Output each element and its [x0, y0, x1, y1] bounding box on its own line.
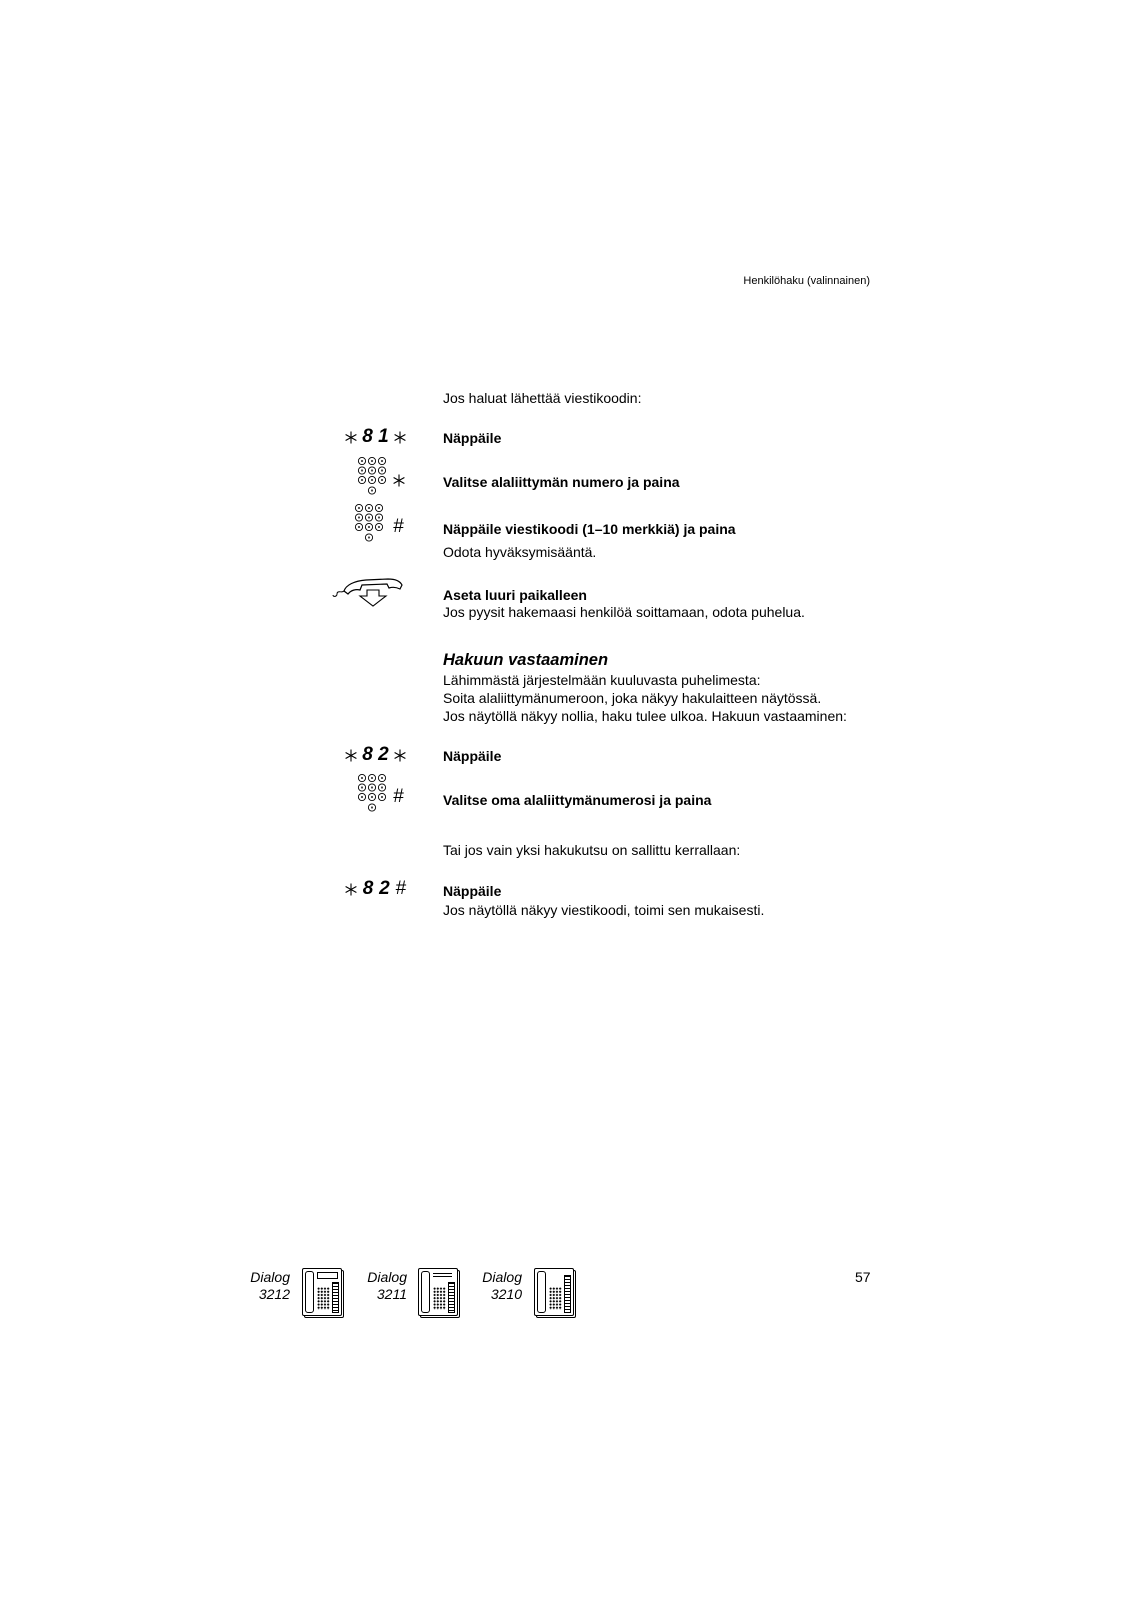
- digit-key: 1: [378, 426, 389, 447]
- section-header: Henkilöhaku (valinnainen): [743, 275, 870, 287]
- step-instruction: Näppäile: [443, 748, 502, 764]
- key-sequence: [345, 427, 406, 447]
- keypad-key-mark: [368, 526, 370, 528]
- section-heading: Hakuun vastaaminen: [443, 651, 609, 669]
- keypad-key-mark: [368, 536, 370, 538]
- phone-dialog-3212-icon: [302, 1268, 342, 1316]
- keypad-key-mark: [371, 786, 373, 788]
- phone-top-bar: [433, 1273, 452, 1277]
- keypad-key-mark: [381, 469, 383, 471]
- phone-handset: [537, 1271, 546, 1313]
- description-line: Soita alaliittymänumeroon, joka näkyy hakulaitteen näytössä.: [443, 690, 822, 706]
- star-key-icon: [345, 883, 357, 896]
- phone-function-keys: [448, 1282, 455, 1313]
- key-sequence: [345, 745, 406, 765]
- keypad-key-mark: [361, 786, 363, 788]
- model-label: [230, 1269, 290, 1303]
- intro-text: Jos haluat lähettää viestikoodin:: [443, 390, 642, 406]
- keypad-key-mark: [371, 469, 373, 471]
- keypad-icon: [358, 774, 387, 812]
- star-key-icon: [393, 474, 405, 487]
- phone-handset: [305, 1271, 314, 1313]
- keypad-key-mark: [368, 516, 370, 518]
- keypad-key-mark: [358, 507, 360, 509]
- keypad-key-mark: [371, 460, 373, 462]
- star-key-icon: [345, 749, 357, 762]
- phone-display: [317, 1272, 338, 1279]
- keypad-key-mark: [381, 777, 383, 779]
- model-name: Dialog: [482, 1269, 522, 1285]
- step-instruction: Valitse alaliittymän numero ja paina: [443, 474, 680, 490]
- keypad-key-mark: [358, 526, 360, 528]
- model-number: 3212: [258, 1286, 290, 1302]
- model-label: [347, 1269, 407, 1303]
- step-note: Jos pyysit hakemaasi henkilöä soittamaan, odota puhelua.: [443, 604, 805, 620]
- model-number: 3211: [376, 1286, 407, 1302]
- description-line: Jos näytöllä näkyy nollia, haku tulee ulkoa. Hakuun vastaaminen:: [443, 708, 847, 724]
- star-key-icon: [394, 749, 406, 762]
- keypad-key-mark: [361, 777, 363, 779]
- step-note: Odota hyväksymisääntä.: [443, 544, 597, 560]
- digit-key: 2: [379, 878, 390, 899]
- keypad-key-mark: [371, 777, 373, 779]
- keypad-icon: [355, 504, 384, 542]
- step-instruction: Aseta luuri paikalleen: [443, 587, 587, 603]
- digit-key: 8: [362, 426, 373, 447]
- keypad-icon: [358, 457, 387, 495]
- phone-function-keys: [564, 1275, 571, 1313]
- keypad-key-mark: [361, 460, 363, 462]
- phone-keypad: [317, 1287, 330, 1310]
- digit-key: 2: [378, 744, 389, 765]
- phone-dialog-3211-icon: [418, 1268, 458, 1316]
- model-name: Dialog: [250, 1269, 290, 1285]
- keypad-key-mark: [371, 489, 373, 491]
- keypad-key-mark: [361, 469, 363, 471]
- step-instruction: Näppäile viestikoodi (1–10 merkkiä) ja paina: [443, 521, 736, 537]
- keypad-key-mark: [381, 796, 383, 798]
- keypad-key-mark: [378, 516, 380, 518]
- star-key-icon: [394, 431, 406, 444]
- alternative-intro: Tai jos vain yksi hakukutsu on sallittu kerrallaan:: [443, 842, 741, 858]
- hash-key: #: [393, 786, 404, 807]
- phone-keypad: [549, 1287, 562, 1310]
- keypad-key-mark: [381, 479, 383, 481]
- model-name: Dialog: [367, 1269, 407, 1285]
- keypad-key-mark: [381, 786, 383, 788]
- handset-down-icon: [332, 576, 404, 608]
- keypad-key-mark: [358, 516, 360, 518]
- keypad-key-mark: [361, 479, 363, 481]
- phone-keypad: [433, 1287, 446, 1310]
- keypad-key-mark: [378, 526, 380, 528]
- step-instruction: Valitse oma alaliittymänumerosi ja paina: [443, 792, 712, 808]
- hash-key: #: [393, 516, 404, 537]
- keypad-key-mark: [361, 796, 363, 798]
- page-number: 57: [855, 1269, 871, 1285]
- keypad-key-mark: [371, 479, 373, 481]
- key-sequence: [345, 879, 406, 899]
- model-number: 3210: [490, 1286, 522, 1302]
- phone-function-keys: [332, 1282, 339, 1313]
- digit-key: 8: [362, 744, 373, 765]
- keypad-key-mark: [378, 507, 380, 509]
- keypad-key-mark: [371, 806, 373, 808]
- phone-dialog-3210-icon: [534, 1268, 574, 1316]
- digit-key: 8: [362, 878, 374, 899]
- phone-handset: [421, 1271, 430, 1313]
- model-label: [462, 1269, 522, 1303]
- star-key-icon: [345, 431, 357, 444]
- hash-key: #: [395, 878, 406, 899]
- step-note: Jos näytöllä näkyy viestikoodi, toimi sen mukaisesti.: [443, 902, 765, 918]
- keypad-key-mark: [381, 460, 383, 462]
- description-line: Lähimmästä järjestelmään kuuluvasta puhelimesta:: [443, 672, 761, 688]
- step-instruction: Näppäile: [443, 883, 502, 899]
- keypad-key-mark: [368, 507, 370, 509]
- keypad-key-mark: [371, 796, 373, 798]
- step-instruction: Näppäile: [443, 430, 502, 446]
